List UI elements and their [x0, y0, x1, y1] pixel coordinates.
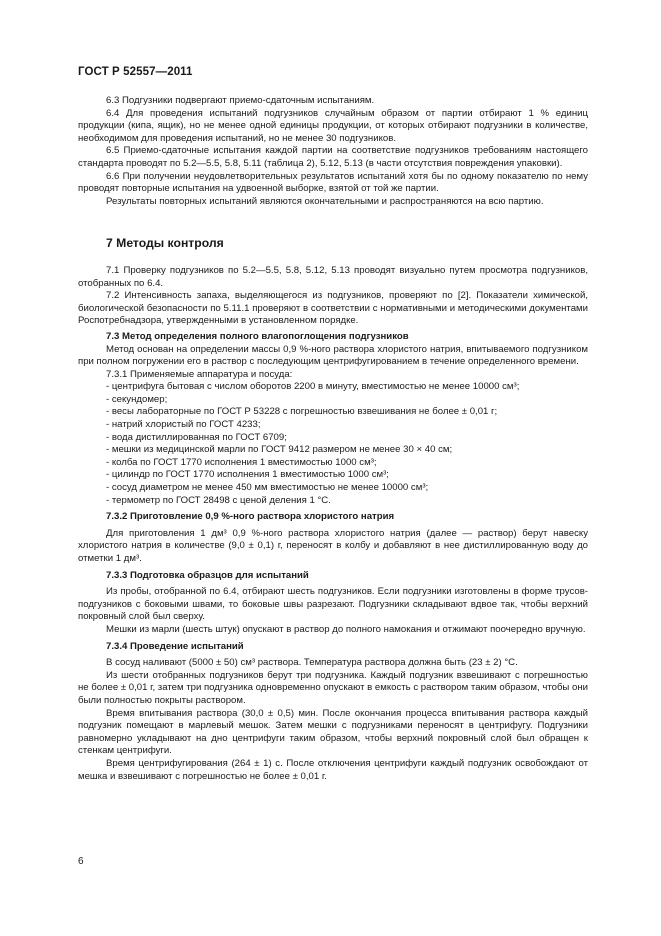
list-item: - цилиндр по ГОСТ 1770 исполнения 1 вместимостью 1000 см³;	[106, 469, 389, 481]
paragraph-7-3-3-a: Из пробы, отобранной по 6.4, отбирают шесть подгузников. Если подгузники изготовлены в форме трусов-подгузников с боковыми швами, то боковые швы разрезают. Подгузники складывают вдвое так, чтобы верхний покровный слой был сверху.	[78, 586, 588, 623]
paragraph-7-3: Метод основан на определении массы 0,9 %-ного раствора хлористого натрия, впитываемого подгузником при полном погружении его в раствор с последующим центрифугированием в течение определенного времени.	[78, 343, 588, 368]
list-item: - мешки из медицинской марли по ГОСТ 9412 размером не менее 30 × 40 см;	[106, 444, 453, 456]
paragraph-7-3-4-c: Время впитывания раствора (30,0 ± 0,5) мин. После окончания процесса впитывания раствора каждый подгузник помещают в марлевый мешок. Затем мешки с подгузниками переносят в центрифугу. Подгузники равномерно укладывают на дно центрифуги таким образом, чтобы верхний покровный слой был обращен к стенкам центрифуги.	[78, 707, 588, 757]
heading-7-3: 7.3 Метод определения полного влагопоглощения подгузников	[106, 330, 409, 342]
list-item: - термометр по ГОСТ 28498 с ценой деления 1 °С.	[106, 494, 331, 506]
list-item: - весы лабораторные по ГОСТ Р 53228 с погрешностью взвешивания не более ± 0,01 г;	[106, 406, 498, 418]
paragraph-7-3-2: Для приготовления 1 дм³ 0,9 %-ного раствора хлористого натрия (далее — раствор) берут навеску хлористого натрия в количестве (9,0 ± 0,1) г, переносят в колбу и добавляют в нее дистиллированную воду до отметки 1 дм³.	[78, 527, 588, 564]
list-item: - вода дистиллированная по ГОСТ 6709;	[106, 431, 287, 443]
paragraph-7-3-1: 7.3.1 Применяемые аппаратура и посуда:	[106, 368, 293, 380]
list-item: - сосуд диаметром не менее 450 мм вместимостью не менее 10000 см³;	[106, 482, 429, 494]
heading-7-3-2: 7.3.2 Приготовление 0,9 %-ного раствора хлористого натрия	[106, 511, 395, 523]
equipment-list	[78, 381, 588, 507]
paragraph-7-3-3-b: Мешки из марли (шесть штук) опускают в раствор до полного намокания и отжимают поочередно вручную.	[106, 623, 586, 635]
section-7-title: 7 Методы контроля	[106, 236, 224, 251]
paragraph-7-3-4-a: В сосуд наливают (5000 ± 50) см³ раствора. Температура раствора должна быть (23 ± 2) °С.	[106, 657, 518, 669]
paragraph-7-3-4-b: Из шести отобранных подгузников берут три подгузника. Каждый подгузник взвешивают с погрешностью не более ± 0,01 г, затем три подгузника одновременно опускают в емкость с раствором таким образом, чтобы они были полностью покрыты раствором.	[78, 669, 588, 706]
paragraph-6-4: 6.4 Для проведения испытаний подгузников случайным образом от партии отбирают 1 % единиц продукции (кипа, ящик), но не менее одной единицы продукции, от которых отбирают подгузники в количестве, необходимом для проведения испытаний, но не менее 30 подгузников.	[78, 107, 588, 144]
heading-7-3-3: 7.3.3 Подготовка образцов для испытаний	[106, 569, 309, 581]
list-item: - секундомер;	[106, 393, 168, 405]
page-number: 6	[78, 856, 84, 867]
paragraph-6-5: 6.5 Приемо-сдаточные испытания каждой партии на соответствие подгузников требованиям настоящего стандарта проводят по 5.2—5.5, 5.8, 5.11 (таблица 2), 5.12, 5.13 (в части отсутствия повреждения упаковки).	[78, 145, 588, 169]
list-item: - центрифуга бытовая с числом оборотов 2200 в минуту, вместимостью не менее 10000 см³;	[106, 381, 520, 393]
list-item: - колба по ГОСТ 1770 исполнения 1 вместимостью 1000 см³;	[106, 456, 377, 468]
paragraph-7-3-4-d: Время центрифугирования (264 ± 1) с. После отключения центрифуги каждый подгузник освобождают от мешка и взвешивают с погрешностью не более ± 0,01 г.	[78, 757, 588, 782]
heading-7-3-4: 7.3.4 Проведение испытаний	[106, 640, 244, 652]
paragraph-6-6-results: Результаты повторных испытаний являются окончательными и распространяются на всю партию.	[106, 195, 544, 207]
document-body	[78, 95, 588, 783]
list-item: - натрий хлористый по ГОСТ 4233;	[106, 419, 261, 431]
standard-header: ГОСТ Р 52557—2011	[78, 66, 193, 78]
paragraph-7-1: 7.1 Проверку подгузников по 5.2—5.5, 5.8, 5.12, 5.13 проводят визуально путем просмотра подгузников, отобранных по 6.4.	[78, 264, 588, 289]
paragraph-7-2: 7.2 Интенсивность запаха, выделяющегося из подгузников, проверяют по [2]. Показатели химической, биологической безопасности по 5.11.1 проверяют в соответствии с нормативными и методическими документами Роспотребнадзора, утвержденными в установленном порядке.	[78, 290, 588, 327]
paragraph-6-3: 6.3 Подгузники подвергают приемо-сдаточным испытаниям.	[106, 95, 375, 106]
paragraph-6-6: 6.6 При получении неудовлетворительных результатов испытаний хотя бы по одному показателю по нему проводят повторные испытания на удвоенной выборке, взятой от той же партии.	[78, 170, 588, 195]
